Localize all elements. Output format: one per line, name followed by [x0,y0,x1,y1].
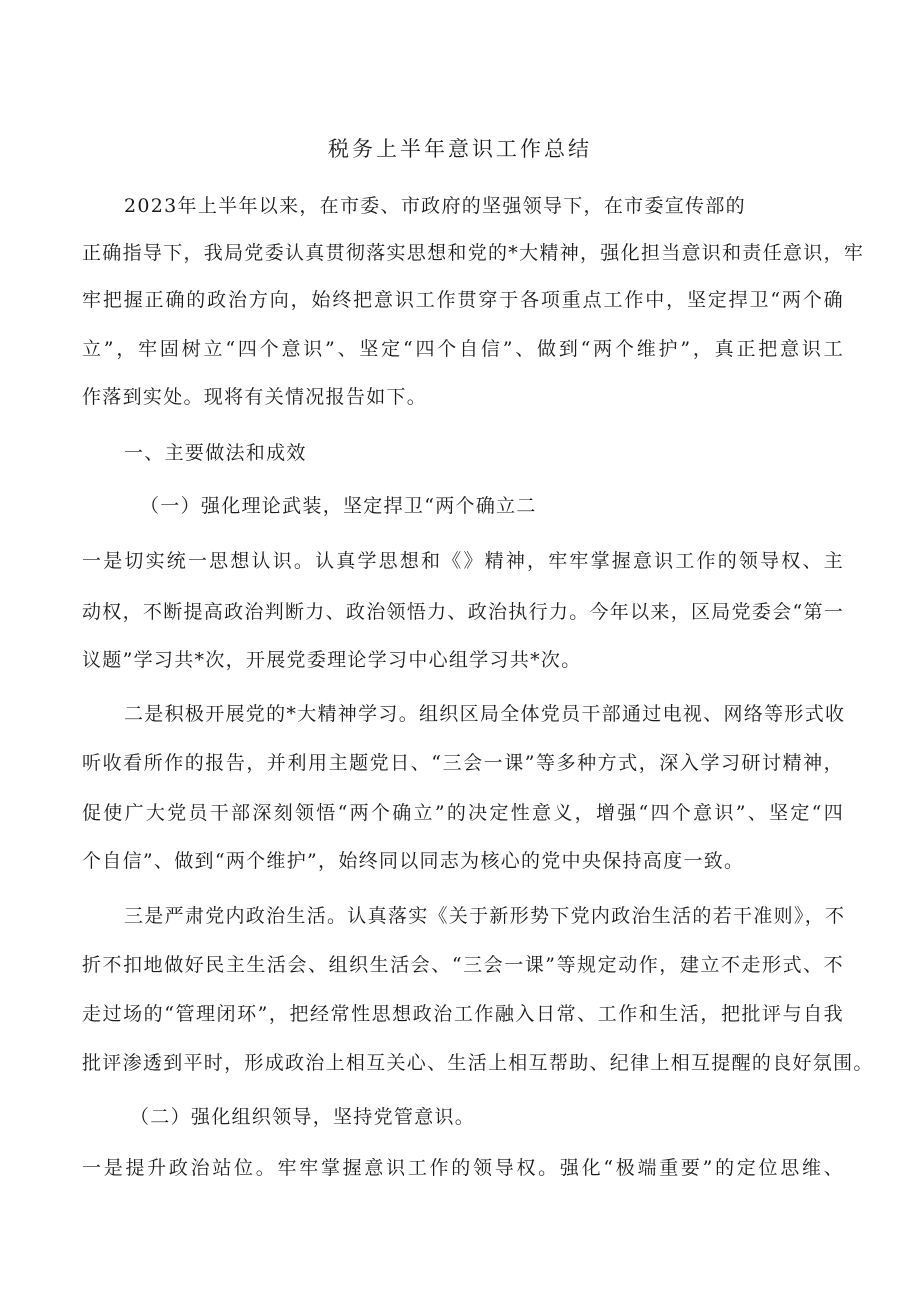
paragraph-line: 促使广大党员干部深刻领悟“两个确立”的决定性意义，增强“四个意识”、坚定“四 [82,802,844,824]
paragraph-line: 一是切实统一思想认识。认真学思想和《》精神，牢牢掌握意识工作的领导权、主 [82,550,844,572]
paragraph-line: 2023年上半年以来，在市委、市政府的坚强领导下，在市委宣传部的 [124,195,746,217]
paragraph-line: 动权，不断提高政治判断力、政治领悟力、政治执行力。今年以来，区局党委会“第一 [82,601,845,623]
paragraph-line: 二是积极开展党的*大精神学习。组织区局全体党员干部通过电视、网络等形式收 [124,703,846,725]
document-title: 税务上半年意识工作总结 [328,137,592,161]
paragraph-line: 作落到实处。现将有关情况报告如下。 [82,386,428,408]
paragraph-line: 牢把握正确的政治方向，始终把意识工作贯穿于各项重点工作中，坚定捍卫“两个确 [82,289,844,311]
paragraph-line: 听收看所作的报告，并利用主题党日、“三会一课”等多种方式，深入学习研讨精神， [82,752,844,774]
paragraph-line: 三是严肃党内政治生活。认真落实《关于新形势下党内政治生活的若干准则》，不 [124,905,846,927]
paragraph-line: 立”，牢固树立“四个意识”、坚定“四个自信”、做到“两个维护”，真正把意识工 [82,338,844,360]
paragraph-line: 走过场的“管理闭环”，把经常性思想政治工作融入日常、工作和生活，把批评与自我 [82,1003,844,1025]
section-heading: 一、主要做法和成效 [124,442,307,464]
paragraph-line: 一是提升政治站位。牢牢掌握意识工作的领导权。强化“极端重要”的定位思维、 [82,1157,844,1179]
paragraph-line: 个自信”、做到“两个维护”，始终同以同志为核心的党中央保持高度一致。 [82,850,745,872]
paragraph-line: 议题”学习共*次，开展党委理论学习中心组学习共*次。 [82,649,582,671]
subsection-heading: （一）强化理论武装，坚定捍卫“两个确立二 [140,495,537,517]
paragraph-line: 折不扣地做好民主生活会、组织生活会、“三会一课”等规定动作，建立不走形式、不 [82,954,844,976]
paragraph-line: 正确指导下，我局党委认真贯彻落实思想和党的*大精神，强化担当意识和责任意识，牢 [82,242,865,264]
subsection-heading: （二）强化组织领导，坚持党管意识。 [130,1106,476,1128]
paragraph-line: 批评渗透到平时，形成政治上相互关心、生活上相互帮助、纪律上相互提醒的良好氛围。 [82,1052,874,1074]
